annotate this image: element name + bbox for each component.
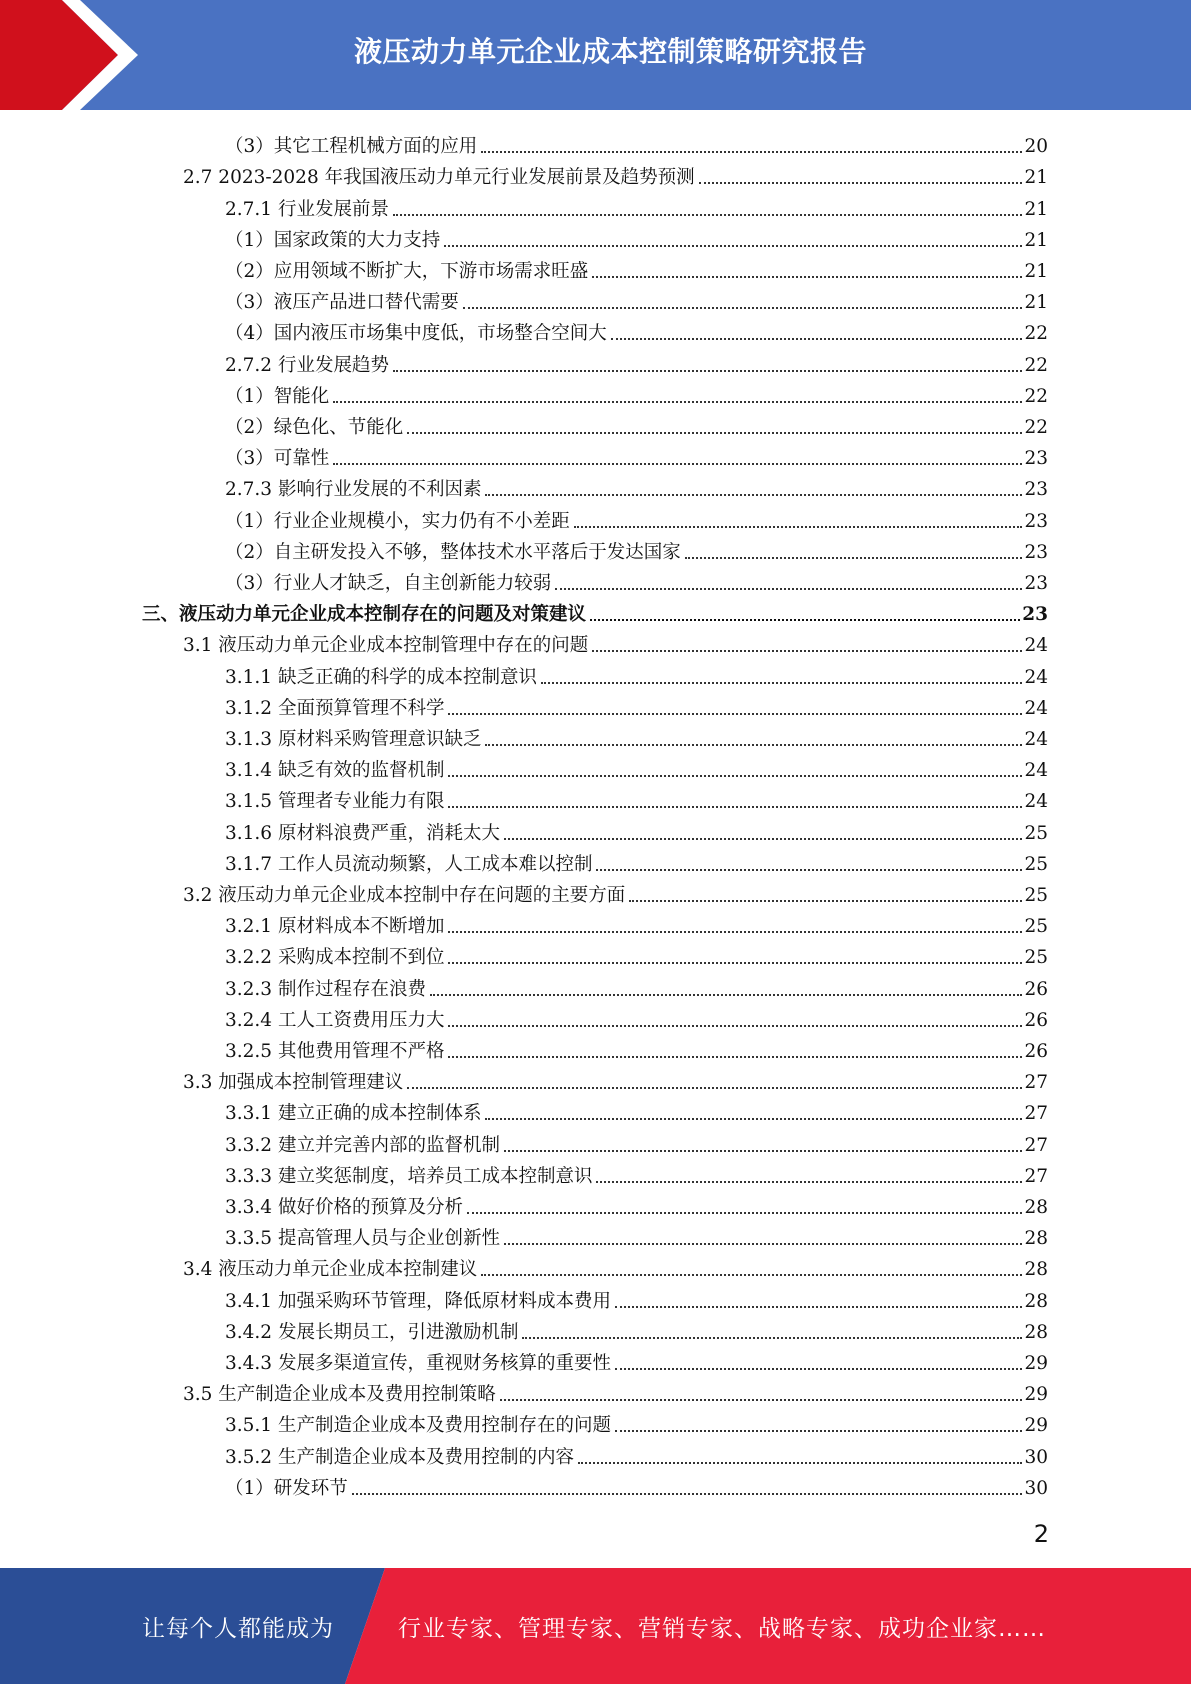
toc-entry[interactable]: [225, 408, 1048, 439]
toc-entry-title: 3.4 液压动力单元企业成本控制建议: [183, 1259, 478, 1281]
toc-leader-dots: [393, 214, 1022, 216]
toc-entry-title: 3.2.4 工人工资费用压力大: [225, 1009, 445, 1031]
toc-entry[interactable]: [225, 969, 1048, 1000]
toc-entry[interactable]: [225, 252, 1048, 283]
toc-entry[interactable]: [225, 938, 1048, 969]
toc-entry-page: 21: [1024, 198, 1048, 220]
toc-leader-dots: [333, 463, 1022, 465]
toc-entry-title: 3.5.2 生产制造企业成本及费用控制的内容: [225, 1446, 574, 1468]
toc-entry-page: 24: [1024, 697, 1048, 719]
toc-entry-page: 29: [1024, 1352, 1048, 1374]
toc-leader-dots: [467, 1212, 1022, 1214]
toc-leader-dots: [444, 245, 1022, 247]
toc-entry-page: 26: [1024, 978, 1048, 1000]
toc-leader-dots: [485, 494, 1022, 496]
toc-entry[interactable]: [183, 1063, 1048, 1094]
toc-entry-title: 3.3.2 建立并完善内部的监督机制: [225, 1134, 500, 1156]
toc-entry-page: 29: [1024, 1415, 1048, 1437]
toc-leader-dots: [448, 962, 1022, 964]
toc-entry-title: 3.4.2 发展长期员工，引进激励机制: [225, 1321, 519, 1343]
toc-entry-page: 25: [1024, 916, 1048, 938]
toc-entry-page: 22: [1024, 416, 1048, 438]
toc-entry-page: 21: [1024, 167, 1048, 189]
toc-entry-page: 23: [1024, 572, 1048, 594]
toc-entry[interactable]: [225, 1001, 1048, 1032]
toc-entry-page: 24: [1024, 760, 1048, 782]
toc-entry[interactable]: [225, 189, 1048, 220]
toc-leader-dots: [615, 1368, 1022, 1370]
toc-entry-page: 21: [1024, 229, 1048, 251]
toc-entry-title: （2）自主研发投入不够，整体技术水平落后于发达国家: [225, 541, 681, 563]
toc-entry[interactable]: [225, 1032, 1048, 1063]
toc-entry-page: 24: [1024, 635, 1048, 657]
toc-leader-dots: [333, 401, 1022, 403]
toc-entry[interactable]: [225, 782, 1048, 813]
toc-entry-page: 23: [1024, 479, 1048, 501]
toc-entry-page: 27: [1024, 1072, 1048, 1094]
toc-entry[interactable]: [183, 1250, 1048, 1281]
toc-leader-dots: [596, 1181, 1022, 1183]
toc-entry-title: （2）绿色化、节能化: [225, 416, 404, 438]
toc-entry[interactable]: [225, 813, 1048, 844]
toc-leader-dots: [352, 1493, 1023, 1495]
toc-leader-dots: [592, 276, 1022, 278]
toc-entry-title: 3.5.1 生产制造企业成本及费用控制存在的问题: [225, 1415, 611, 1437]
toc-entry-title: 3.3.4 做好价格的预算及分析: [225, 1196, 463, 1218]
toc-entry-page: 25: [1024, 884, 1048, 906]
toc-entry[interactable]: [225, 439, 1048, 470]
toc-entry[interactable]: [225, 1094, 1048, 1125]
toc-entry[interactable]: [225, 720, 1048, 751]
toc-entry-title: 3.2.1 原材料成本不断增加: [225, 916, 445, 938]
toc-entry-title: 3.3 加强成本控制管理建议: [183, 1072, 404, 1094]
toc-entry[interactable]: [225, 907, 1048, 938]
toc-entry[interactable]: [225, 1344, 1048, 1375]
toc-entry[interactable]: [183, 158, 1048, 189]
toc-entry-page: 30: [1024, 1477, 1048, 1499]
toc-entry-page: 28: [1024, 1259, 1048, 1281]
toc-entry-title: 3.4.3 发展多渠道宣传，重视财务核算的重要性: [225, 1352, 611, 1374]
toc-entry-title: 3.2.2 采购成本控制不到位: [225, 947, 445, 969]
toc-entry-title: 3.1 液压动力单元企业成本控制管理中存在的问题: [183, 635, 589, 657]
toc-leader-dots: [485, 1118, 1022, 1120]
toc-leader-dots: [541, 682, 1022, 684]
toc-leader-dots: [592, 650, 1022, 652]
toc-entry[interactable]: [225, 377, 1048, 408]
toc-leader-dots: [463, 307, 1023, 309]
toc-entry[interactable]: [183, 1375, 1048, 1406]
toc-entry[interactable]: [225, 533, 1048, 564]
toc-entry-page: 27: [1024, 1134, 1048, 1156]
toc-entry-page: 25: [1024, 947, 1048, 969]
toc-entry-page: 27: [1024, 1165, 1048, 1187]
toc-entry-title: 2.7 2023-2028 年我国液压动力单元行业发展前景及趋势预测: [183, 167, 695, 189]
toc-entry-title: 3.2.5 其他费用管理不严格: [225, 1040, 445, 1062]
toc-entry-title: （3）其它工程机械方面的应用: [225, 136, 478, 158]
toc-entry-title: （3）可靠性: [225, 448, 330, 470]
toc-entry-title: 3.1.5 管理者专业能力有限: [225, 791, 445, 813]
toc-entry[interactable]: [225, 1157, 1048, 1188]
footer-slogan: 让每个人都能成为: [142, 1615, 334, 1642]
toc-entry[interactable]: [142, 595, 1048, 626]
toc-entry[interactable]: [225, 845, 1048, 876]
toc-entry-title: 3.2 液压动力单元企业成本控制中存在问题的主要方面: [183, 884, 626, 906]
toc-entry-page: 22: [1024, 385, 1048, 407]
toc-entry-title: 2.7.3 影响行业发展的不利因素: [225, 479, 482, 501]
page-number: 2: [1033, 1520, 1049, 1548]
toc-leader-dots: [448, 931, 1022, 933]
toc-entry-title: 3.3.1 建立正确的成本控制体系: [225, 1103, 482, 1125]
toc-entry[interactable]: [225, 1219, 1048, 1250]
toc-entry[interactable]: [225, 345, 1048, 376]
toc-leader-dots: [448, 806, 1022, 808]
toc-leader-dots: [555, 588, 1022, 590]
toc-entry-title: （1）行业企业规模小，实力仍有不小差距: [225, 510, 570, 532]
toc-entry[interactable]: [225, 221, 1048, 252]
toc-entry-page: 23: [1024, 448, 1048, 470]
toc-entry[interactable]: [225, 1469, 1048, 1500]
toc-entry-page: 20: [1024, 136, 1048, 158]
toc-entry-title: 3.1.7 工作人员流动频繁，人工成本难以控制: [225, 853, 593, 875]
footer-roles: 行业专家、管理专家、营销专家、战略专家、成功企业家……: [398, 1615, 1046, 1642]
toc-entry-page: 28: [1024, 1321, 1048, 1343]
toc-entry[interactable]: [225, 314, 1048, 345]
toc-entry[interactable]: [183, 876, 1048, 907]
toc-entry-title: （3）液压产品进口替代需要: [225, 292, 459, 314]
toc-leader-dots: [611, 338, 1023, 340]
toc-entry-title: 3.1.2 全面预算管理不科学: [225, 697, 445, 719]
toc-leader-dots: [504, 838, 1022, 840]
toc-entry[interactable]: [225, 283, 1048, 314]
toc-entry[interactable]: [225, 501, 1048, 532]
toc-leader-dots: [407, 432, 1022, 434]
toc-entry-title: 3.1.6 原材料浪费严重，消耗太大: [225, 822, 500, 844]
toc-leader-dots: [685, 557, 1023, 559]
toc-entry[interactable]: [183, 626, 1048, 657]
toc-entry[interactable]: [225, 1437, 1048, 1468]
toc-entry-title: （3）行业人才缺乏，自主创新能力较弱: [225, 572, 552, 594]
toc-entry[interactable]: [225, 1188, 1048, 1219]
toc-entry[interactable]: [225, 1313, 1048, 1344]
toc-entry-page: 23: [1024, 510, 1048, 532]
toc-entry-page: 22: [1024, 323, 1048, 345]
toc-entry-title: 3.2.3 制作过程存在浪费: [225, 978, 426, 1000]
toc-leader-dots: [615, 1306, 1022, 1308]
toc-leader-dots: [481, 1274, 1022, 1276]
toc-entry-page: 27: [1024, 1103, 1048, 1125]
toc-leader-dots: [481, 151, 1022, 153]
toc-leader-dots: [500, 1399, 1023, 1401]
toc-entry[interactable]: [225, 657, 1048, 688]
toc-entry-title: （1）智能化: [225, 385, 330, 407]
toc-leader-dots: [699, 182, 1023, 184]
toc-entry-title: 2.7.1 行业发展前景: [225, 198, 389, 220]
toc-leader-dots: [504, 1150, 1022, 1152]
toc-leader-dots: [407, 1087, 1022, 1089]
toc-entry-title: 3.1.1 缺乏正确的科学的成本控制意识: [225, 666, 537, 688]
toc-leader-dots: [448, 1056, 1022, 1058]
toc-entry-page: 23: [1022, 604, 1048, 626]
toc-leader-dots: [522, 1337, 1022, 1339]
toc-entry-page: 28: [1024, 1228, 1048, 1250]
toc-entry-title: （1）研发环节: [225, 1477, 348, 1499]
toc-entry-title: 3.4.1 加强采购环节管理，降低原材料成本费用: [225, 1290, 611, 1312]
toc-entry[interactable]: [225, 1281, 1048, 1312]
toc-leader-dots: [448, 775, 1022, 777]
toc-leader-dots: [578, 1462, 1022, 1464]
toc-entry-page: 22: [1024, 354, 1048, 376]
toc-entry-title: 3.5 生产制造企业成本及费用控制策略: [183, 1384, 496, 1406]
toc-entry-page: 26: [1024, 1040, 1048, 1062]
toc-entry-title: 3.3.5 提高管理人员与企业创新性: [225, 1228, 500, 1250]
toc-entry-title: 3.1.3 原材料采购管理意识缺乏: [225, 728, 482, 750]
toc-entry-title: 3.3.3 建立奖惩制度，培养员工成本控制意识: [225, 1165, 593, 1187]
toc-entry-page: 21: [1024, 292, 1048, 314]
toc-entry-title: （4）国内液压市场集中度低，市场整合空间大: [225, 323, 607, 345]
toc-entry-title: （2）应用领域不断扩大，下游市场需求旺盛: [225, 260, 589, 282]
toc-entry-page: 26: [1024, 1009, 1048, 1031]
toc-leader-dots: [448, 1025, 1022, 1027]
toc-entry-page: 28: [1024, 1196, 1048, 1218]
page-header: [0, 0, 1191, 110]
toc-leader-dots: [574, 526, 1023, 528]
toc-leader-dots: [448, 713, 1022, 715]
toc-entry-page: 23: [1024, 541, 1048, 563]
toc-entry-title: 三、液压动力单元企业成本控制存在的问题及对策建议: [142, 604, 587, 626]
toc-entry[interactable]: [225, 127, 1048, 158]
toc-entry-page: 25: [1024, 822, 1048, 844]
toc-entry-page: 30: [1024, 1446, 1048, 1468]
toc-entry-page: 24: [1024, 791, 1048, 813]
page-footer: [0, 1568, 1191, 1684]
toc-leader-dots: [430, 994, 1022, 996]
toc-entry[interactable]: [225, 1406, 1048, 1437]
toc-leader-dots: [393, 370, 1022, 372]
toc-entry-page: 28: [1024, 1290, 1048, 1312]
report-title: 液压动力单元企业成本控制策略研究报告: [353, 35, 867, 68]
toc-entry-page: 21: [1024, 260, 1048, 282]
toc-entry[interactable]: [225, 1125, 1048, 1156]
toc-entry-page: 24: [1024, 728, 1048, 750]
toc-leader-dots: [615, 1430, 1022, 1432]
toc-entry[interactable]: [225, 564, 1048, 595]
toc-entry[interactable]: [225, 470, 1048, 501]
toc-entry-title: 2.7.2 行业发展趋势: [225, 354, 389, 376]
toc-leader-dots: [590, 619, 1020, 621]
toc-entry-title: （1）国家政策的大力支持: [225, 229, 441, 251]
toc-entry-title: 3.1.4 缺乏有效的监督机制: [225, 760, 445, 782]
toc-entry-page: 25: [1024, 853, 1048, 875]
toc-entry[interactable]: [225, 751, 1048, 782]
toc-entry-page: 24: [1024, 666, 1048, 688]
toc-entry[interactable]: [225, 689, 1048, 720]
toc-leader-dots: [629, 900, 1022, 902]
toc-entry-page: 29: [1024, 1384, 1048, 1406]
toc-leader-dots: [485, 744, 1022, 746]
toc-leader-dots: [504, 1243, 1022, 1245]
toc-leader-dots: [596, 869, 1022, 871]
